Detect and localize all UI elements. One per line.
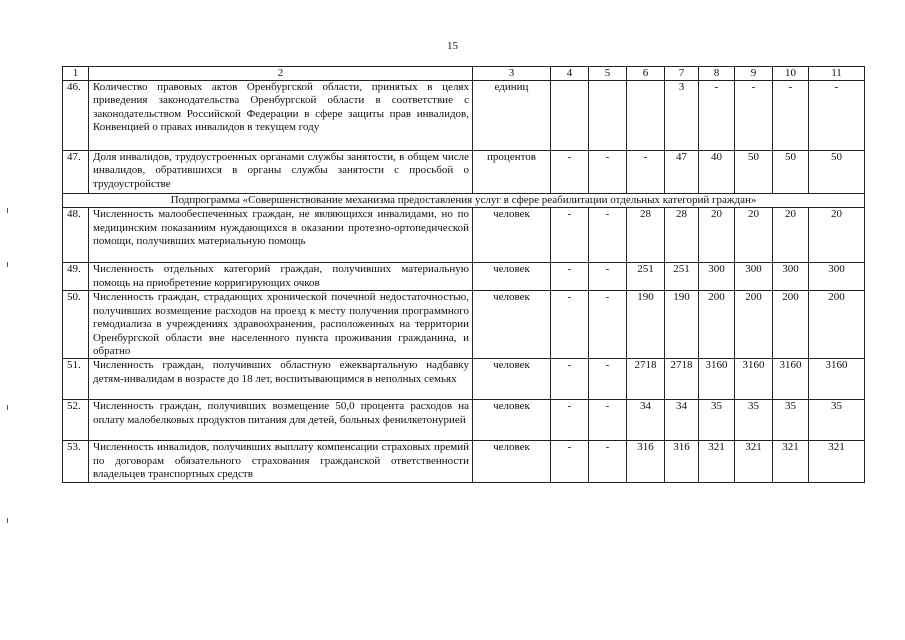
table-row (63, 291, 865, 359)
header-cell: 10 (773, 67, 809, 81)
value-cell: - (551, 208, 589, 263)
row-number: 51. (63, 359, 89, 400)
header-cell: 9 (735, 67, 773, 81)
table-row (63, 208, 865, 263)
value-cell: 190 (627, 291, 665, 359)
value-cell: 35 (699, 400, 735, 441)
page-number: 15 (447, 40, 458, 52)
value-cell: - (551, 441, 589, 483)
value-cell: 20 (773, 208, 809, 263)
value-cell: 316 (627, 441, 665, 483)
unit-cell: человек (473, 291, 551, 359)
value-cell: - (589, 359, 627, 400)
value-cell: 300 (735, 263, 773, 291)
value-cell: 50 (809, 151, 865, 194)
value-cell: 251 (627, 263, 665, 291)
value-cell: - (551, 263, 589, 291)
value-cell: - (589, 400, 627, 441)
table-row (63, 81, 865, 151)
indicator-description: Численность отдельных категорий граждан, получивших материальную помощь на приобретение корригирующих очков (89, 263, 473, 291)
row-number: 50. (63, 291, 89, 359)
row-number: 46. (63, 81, 89, 151)
value-cell: 28 (627, 208, 665, 263)
row-number: 47. (63, 151, 89, 194)
value-cell: 200 (699, 291, 735, 359)
value-cell: 321 (735, 441, 773, 483)
value-cell: 251 (665, 263, 699, 291)
header-cell: 6 (627, 67, 665, 81)
value-cell: 20 (699, 208, 735, 263)
value-cell: 35 (809, 400, 865, 441)
value-cell: - (589, 151, 627, 194)
unit-cell: человек (473, 441, 551, 483)
header-cell: 3 (473, 67, 551, 81)
header-cell: 1 (63, 67, 89, 81)
value-cell: 50 (773, 151, 809, 194)
indicator-description: Доля инвалидов, трудоустроенных органами службы занятости, в общем числе инвалидов, обратившихся в органы службы занятости с просьбой о трудоустройстве (89, 151, 473, 194)
value-cell: - (551, 151, 589, 194)
scan-mark (7, 405, 8, 410)
value-cell: 34 (665, 400, 699, 441)
indicator-description: Численность инвалидов, получивших выплату компенсации страховых премий по договорам обязательного страхования гражданской ответственности владельцев транспортных средств (89, 441, 473, 483)
row-number: 48. (63, 208, 89, 263)
indicator-description: Численность малообеспеченных граждан, не являющихся инвалидами, но по медицинским показаниям нуждающихся в оказании протезно-ортопедической помощи, получивших материальную помощь (89, 208, 473, 263)
header-row (63, 67, 865, 81)
indicator-description: Количество правовых актов Оренбургской области, принятых в целях приведения законодательства Оренбургской области в соответствие с законодательством Российской Федерации в сфере защиты прав инвалидов, Конвенцией о правах инвалидов в текущем году (89, 81, 473, 151)
row-number: 49. (63, 263, 89, 291)
value-cell: 34 (627, 400, 665, 441)
value-cell: - (735, 81, 773, 151)
row-number: 53. (63, 441, 89, 483)
value-cell: - (589, 208, 627, 263)
value-cell: 47 (665, 151, 699, 194)
value-cell: 321 (773, 441, 809, 483)
unit-cell: человек (473, 400, 551, 441)
scan-mark (7, 262, 8, 267)
value-cell: 35 (773, 400, 809, 441)
indicator-description: Численность граждан, получивших областную ежеквартальную надбавку детям-инвалидам в возрасте до 18 лет, воспитывающимся в неполных семьях (89, 359, 473, 400)
header-cell: 4 (551, 67, 589, 81)
indicators-table (62, 66, 865, 483)
row-number: 52. (63, 400, 89, 441)
value-cell: - (773, 81, 809, 151)
unit-cell: единиц (473, 81, 551, 151)
value-cell: - (589, 291, 627, 359)
value-cell: 200 (809, 291, 865, 359)
value-cell (627, 81, 665, 151)
value-cell: 200 (735, 291, 773, 359)
table-row (63, 400, 865, 441)
value-cell: 2718 (665, 359, 699, 400)
value-cell: 321 (699, 441, 735, 483)
subprogram-heading: Подпрограмма «Совершенствование механизма предоставления услуг в сфере реабилитации отдельных категорий граждан» (63, 194, 865, 208)
header-cell: 2 (89, 67, 473, 81)
value-cell: - (627, 151, 665, 194)
value-cell: 40 (699, 151, 735, 194)
value-cell: 20 (809, 208, 865, 263)
value-cell: - (551, 400, 589, 441)
value-cell: 300 (809, 263, 865, 291)
table-row (63, 441, 865, 483)
value-cell: 3160 (735, 359, 773, 400)
scan-mark (7, 518, 8, 523)
value-cell: 20 (735, 208, 773, 263)
value-cell: 190 (665, 291, 699, 359)
value-cell: - (589, 263, 627, 291)
unit-cell: процентов (473, 151, 551, 194)
scan-mark (7, 208, 8, 213)
header-cell: 5 (589, 67, 627, 81)
indicator-description: Численность граждан, получивших возмещение 50,0 процента расходов на оплату малобелковых продуктов питания для детей, больных фенилкетонурией (89, 400, 473, 441)
value-cell: - (589, 441, 627, 483)
unit-cell: человек (473, 263, 551, 291)
value-cell: 50 (735, 151, 773, 194)
value-cell: 3160 (773, 359, 809, 400)
value-cell: 3 (665, 81, 699, 151)
header-cell: 7 (665, 67, 699, 81)
table-row (63, 359, 865, 400)
value-cell: 2718 (627, 359, 665, 400)
value-cell: - (809, 81, 865, 151)
header-cell: 8 (699, 67, 735, 81)
value-cell: 3160 (809, 359, 865, 400)
table-row (63, 263, 865, 291)
value-cell: 316 (665, 441, 699, 483)
subprogram-row (63, 194, 865, 208)
value-cell: - (699, 81, 735, 151)
value-cell: 321 (809, 441, 865, 483)
value-cell: - (551, 359, 589, 400)
unit-cell: человек (473, 359, 551, 400)
value-cell: 200 (773, 291, 809, 359)
value-cell: 300 (699, 263, 735, 291)
header-cell: 11 (809, 67, 865, 81)
value-cell (551, 81, 589, 151)
value-cell: 28 (665, 208, 699, 263)
value-cell: 3160 (699, 359, 735, 400)
value-cell: - (551, 291, 589, 359)
table-row (63, 151, 865, 194)
value-cell: 300 (773, 263, 809, 291)
indicator-description: Численность граждан, страдающих хронической почечной недостаточностью, получивших возмещение расходов на проезд к месту получения программного гемодиализа в учреждениях здравоохранения, расположенных на территории Оренбургской области вне населенного пункта проживания гражданина, и обратно (89, 291, 473, 359)
unit-cell: человек (473, 208, 551, 263)
value-cell: 35 (735, 400, 773, 441)
value-cell (589, 81, 627, 151)
